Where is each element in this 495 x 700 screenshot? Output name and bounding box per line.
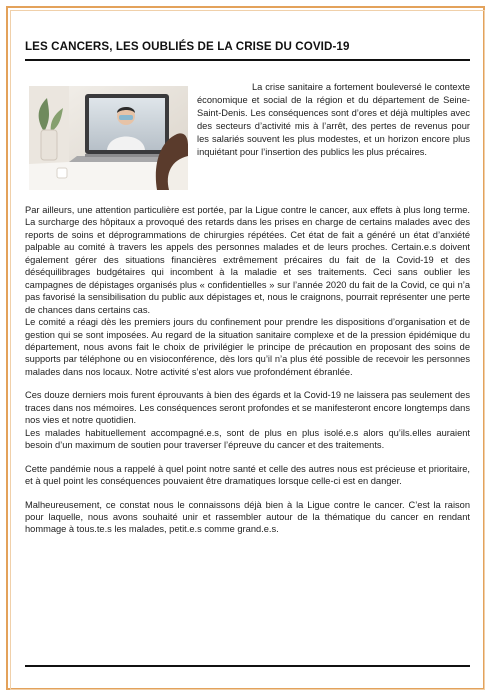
paragraph-6: Malheureusement, ce constat nous le connaissons déjà bien à la Ligue contre le cancer. C’est la raison pour laquelle, nous avons souhaité unir et rassembler autour de la thématique du cancer en rendant hommage à tous.te.s les malades, petit.e.s comme grand.e.s.	[25, 499, 470, 535]
paragraph-5: Cette pandémie nous a rappelé à quel point notre santé et celle des autres nous est précieuse et prioritaire, et à quel point les conséquences pouvaient être dramatiques lorsque celle-ci est en danger.	[25, 463, 470, 487]
paragraph-gap	[25, 452, 470, 463]
title-rule	[25, 59, 470, 61]
footer-rule	[25, 665, 470, 667]
video-call-illustration	[29, 86, 188, 190]
intro-paragraph: La crise sanitaire a fortement bouleversé le contexte économique et social de la région et du département de Seine-Saint-Denis. Les conséquences sont d’ores et déjà multiples avec des secteurs d’activité mis à l’arrêt, des pertes de revenus pour les salariés souvent les plus modestes, et un horizon encore plus inquiétant pour l’insertion des publics les plus précaires.	[197, 82, 470, 158]
article-body	[25, 204, 470, 536]
paragraph-1: Par ailleurs, une attention particulière est portée, par la Ligue contre le cancer, aux effets à plus long terme. La surcharge des hôpitaux a provoqué des retards dans les prises en charge de certains malades avec des reports de soins et déprogrammations de chirurgies répétées. Cet état de fait a généré un état d’anxiété palpable au comité à travers les appels des personnes malades et de leurs proches. Certain.e.s doivent également gérer des situations financières extrêmement précaires du fait de la Covid-19 et des déséquilibrages budgétaires qui incombent à la maladie et ses traitements. Ceci sans oublier les campagnes de dépistages organisés plus « confidentielles » sur l’année 2020 du fait de la Covid, ce qui n’a pas favorisé la sensibilisation du public aux dépistages et, nous le craignons, pourrait représenter une perte de chances dans certains cas.	[25, 205, 470, 315]
paragraph-gap	[25, 488, 470, 499]
paragraph-2: Le comité a réagi dès les premiers jours du confinement pour prendre les dispositions d’organisation et de gestion qui se sont imposées. Au regard de la situation sanitaire complexe et de la pression épidémique du département, nous avons fait le choix de privilégier le principe de précaution en proposant des soins de supports par téléphone ou en visioconférence, dès lors qu’il n’a plus été possible de recevoir les personnes malades dans nos locaux. Notre activité s’est alors vue profondément ébranlée.	[25, 317, 470, 377]
article-title: LES CANCERS, LES OUBLIÉS DE LA CRISE DU COVID-19	[25, 40, 350, 53]
paragraph-3: Ces douze derniers mois furent éprouvants à bien des égards et la Covid-19 ne laissera pas seulement des traces dans nos mémoires. Les conséquences seront profondes et se manifesteront encore longtemps dans nos vies et notre quotidien.	[25, 390, 470, 426]
article-photo	[29, 86, 188, 190]
intro-block	[197, 81, 470, 160]
paragraph-4: Les malades habituellement accompagné.e.s, sont de plus en plus isolé.e.s alors qu’ils.elles auraient besoin d’un maximum de soutien pour traverser l’épreuve du cancer et des traitements.	[25, 427, 470, 451]
paragraph-gap	[25, 378, 470, 389]
